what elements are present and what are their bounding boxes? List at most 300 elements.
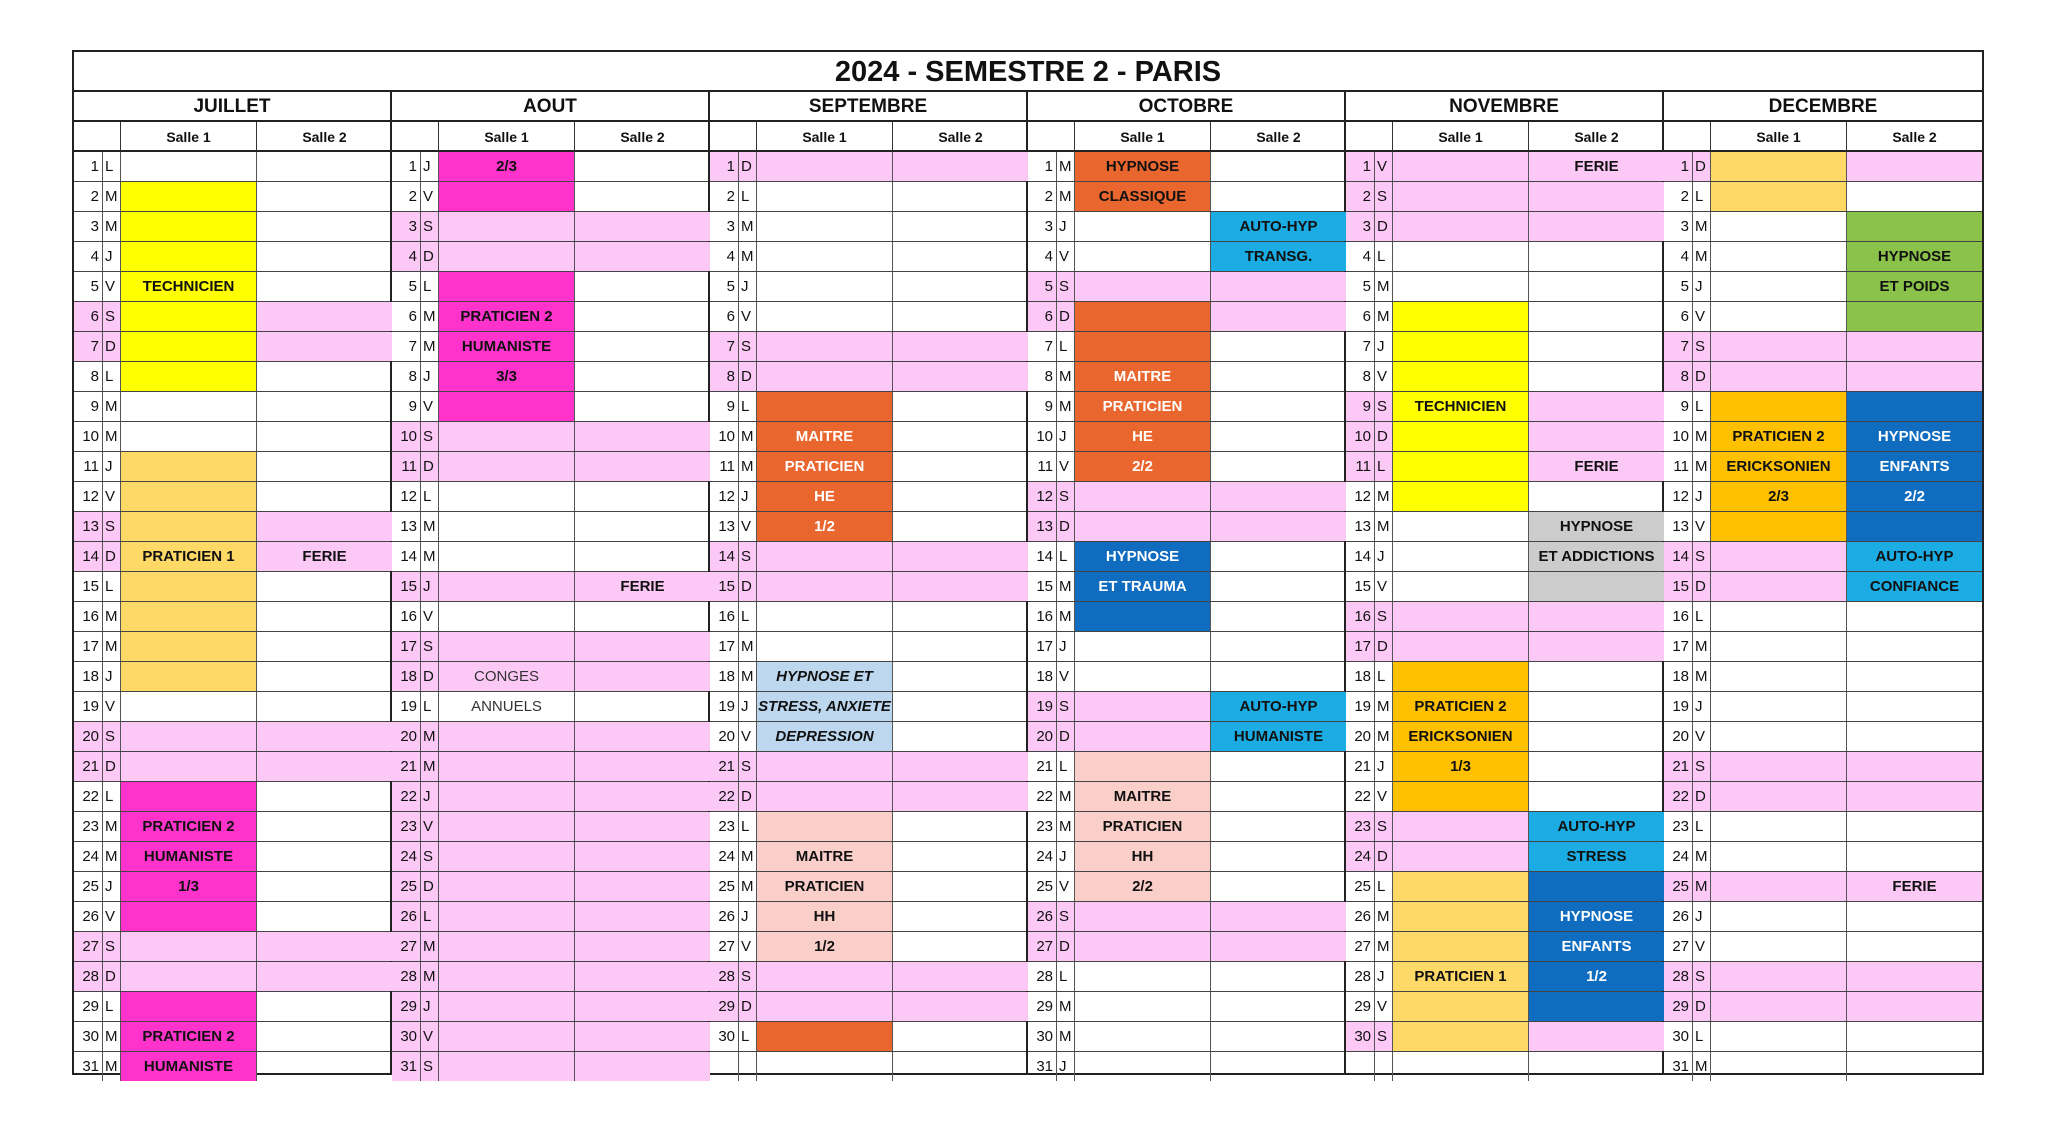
salle-1-cell [1392,152,1528,181]
day-letter: M [1692,452,1710,481]
day-letter: M [102,182,120,211]
salle-2-cell [574,602,710,631]
day-row [392,422,708,452]
salle-2-cell [1846,812,1982,841]
day-number: 28 [1664,962,1692,991]
salle-2-cell: AUTO-HYP [1210,212,1346,241]
salle-2-cell: ET POIDS [1846,272,1982,301]
day-number: 13 [1028,512,1056,541]
salle-1-cell: PRATICIEN 2 [120,1022,256,1051]
day-number: 28 [1036,968,1053,985]
day-row [1346,212,1662,242]
day-row [1028,902,1344,932]
day-letter: M [102,212,120,241]
salle-1-cell [120,212,256,241]
salle-2-cell [1846,632,1982,661]
day-number: 9 [1680,398,1689,415]
day-letter: D [738,782,756,811]
day-letter: S [102,932,120,961]
day-letter: V [738,302,756,331]
salle-2-cell [574,992,710,1021]
salle-2-cell [892,632,1028,661]
salle-1-cell [120,632,256,661]
day-number: 4 [726,248,735,265]
day-letter: M [1692,212,1710,241]
day-row [710,182,1026,212]
salle-2-cell: ENFANTS [1846,452,1982,481]
day-header-blank [74,122,120,152]
day-row [710,992,1026,1022]
day-row [1028,272,1344,302]
day-row [710,422,1026,452]
day-number: 16 [1036,608,1053,625]
salle-1-cell: PRATICIEN 2 [1392,692,1528,721]
salle-2-cell [256,572,392,601]
day-row [1346,542,1662,572]
day-row [1346,872,1662,902]
room-header-2: Salle 2 [1210,122,1346,152]
day-number: 10 [718,428,735,445]
day-letter: D [1056,932,1074,961]
day-letter: S [1374,602,1392,631]
day-letter: M [102,422,120,451]
day-row [74,872,390,902]
day-letter: D [738,992,756,1021]
day-row [1664,482,1982,512]
day-letter: M [420,332,438,361]
day-letter: D [1374,212,1392,241]
day-row [392,632,708,662]
salle-2-cell [1846,722,1982,751]
salle-2-cell [892,572,1028,601]
salle-1-cell [1710,872,1846,901]
salle-1-cell [1392,332,1528,361]
salle-2-cell [574,332,710,361]
day-letter: L [1374,242,1392,271]
salle-1-cell [756,362,892,391]
day-letter: S [420,212,438,241]
salle-1-cell [120,512,256,541]
day-number: 10 [1036,428,1053,445]
salle-2-cell [1846,332,1982,361]
day-row [1664,692,1982,722]
salle-1-cell: 1/3 [120,872,256,901]
day-letter: M [102,392,120,421]
day-row [710,542,1026,572]
salle-1-cell [120,302,256,331]
day-number: 6 [1680,308,1689,325]
calendar-title: 2024 - SEMESTRE 2 - PARIS [74,52,1982,92]
day-row [74,752,390,782]
salle-1-cell [120,752,256,781]
day-letter: S [1374,1022,1392,1051]
salle-1-cell [756,392,892,421]
day-row [1346,362,1662,392]
salle-1-cell [1392,542,1528,571]
day-row [710,932,1026,962]
salle-2-cell: AUTO-HYP [1846,542,1982,571]
day-letter: J [102,662,120,691]
day-number: 27 [392,932,420,961]
day-row [392,1022,708,1052]
day-number: 3 [1044,218,1053,235]
salle-1-cell [120,662,256,691]
day-number: 30 [1672,1028,1689,1045]
salle-2-cell [1528,332,1664,361]
day-letter: M [1374,692,1392,721]
room-header-1: Salle 1 [120,122,256,152]
day-row [1664,602,1982,632]
day-row [1346,392,1662,422]
day-row [1028,752,1344,782]
day-letter: M [420,722,438,751]
day-number: 12 [718,488,735,505]
month-name: NOVEMBRE [1346,92,1662,122]
day-letter: M [1056,812,1074,841]
salle-2-cell: 2/2 [1846,482,1982,511]
day-row [1028,782,1344,812]
day-row [1664,422,1982,452]
day-row [1028,692,1344,722]
salle-1-cell: MAITRE [1074,362,1210,391]
salle-1-cell: PRATICIEN 1 [1392,962,1528,991]
salle-1-cell: HH [1074,842,1210,871]
day-row [392,722,708,752]
day-number: 21 [710,752,738,781]
day-number: 14 [1354,548,1371,565]
salle-1-cell [1710,632,1846,661]
salle-2-cell: FERIE [256,542,392,571]
salle-2-cell: HYPNOSE [1846,422,1982,451]
salle-1-cell [438,992,574,1021]
salle-1-cell [1710,842,1846,871]
salle-2-cell [1210,302,1346,331]
day-row [392,542,708,572]
day-number: 24 [1036,848,1053,865]
day-number: 6 [408,308,417,325]
day-row [1664,842,1982,872]
salle-1-cell [438,632,574,661]
salle-2-cell [1210,992,1346,1021]
day-letter: J [1692,692,1710,721]
day-row [392,182,708,212]
day-row [710,272,1026,302]
day-row [1028,662,1344,692]
salle-1-cell: HUMANISTE [120,842,256,871]
day-letter: V [1056,242,1074,271]
salle-2-cell [892,302,1028,331]
day-row [1664,212,1982,242]
day-letter: L [1692,812,1710,841]
salle-2-cell [574,1052,710,1081]
salle-2-cell [1528,1022,1664,1051]
salle-1-cell [1074,302,1210,331]
day-letter: M [738,842,756,871]
day-row [1028,332,1344,362]
salle-1-cell [438,602,574,631]
salle-2-cell [256,752,392,781]
day-letter: J [1374,332,1392,361]
day-letter: L [1692,182,1710,211]
salle-1-cell [438,572,574,601]
day-row [710,482,1026,512]
day-letter: M [420,542,438,571]
day-number: 5 [1028,272,1056,301]
day-letter: V [1374,362,1392,391]
salle-2-cell [892,152,1028,181]
salle-1-cell: PRATICIEN [1074,392,1210,421]
day-letter: L [102,362,120,391]
salle-2-cell [256,212,392,241]
day-number: 5 [408,278,417,295]
day-letter: S [1374,182,1392,211]
day-number: 8 [1362,368,1371,385]
month-novembre [1346,92,1664,1075]
day-row [1028,992,1344,1022]
day-number: 7 [710,332,738,361]
salle-2-cell [892,482,1028,511]
salle-2-cell [892,902,1028,931]
day-number: 25 [718,878,735,895]
day-number: 16 [1346,602,1374,631]
day-letter: V [1692,512,1710,541]
day-number: 17 [1672,638,1689,655]
salle-1-cell [1392,992,1528,1021]
day-letter [738,1052,756,1081]
room-header-2: Salle 2 [574,122,710,152]
day-row [1346,332,1662,362]
salle-2-cell [1528,242,1664,271]
salle-2-cell [892,212,1028,241]
salle-1-cell [756,632,892,661]
day-letter: S [1374,812,1392,841]
day-row [74,572,390,602]
day-number: 28 [710,962,738,991]
day-header-blank [1346,122,1392,152]
day-number: 25 [1036,878,1053,895]
day-number: 26 [1354,908,1371,925]
day-number: 4 [1680,248,1689,265]
day-letter: D [738,572,756,601]
salle-2-cell: TRANSG. [1210,242,1346,271]
day-letter: S [102,722,120,751]
salle-2-cell [1846,962,1982,991]
salle-1-cell [1710,1022,1846,1051]
salle-2-cell [574,1022,710,1051]
day-letter: M [1374,932,1392,961]
salle-2-cell [1846,362,1982,391]
salle-1-cell [1074,632,1210,661]
room-header-1: Salle 1 [1710,122,1846,152]
salle-1-cell [1710,602,1846,631]
day-letter: V [738,932,756,961]
day-number: 14 [1664,542,1692,571]
salle-1-cell: HE [756,482,892,511]
day-letter: L [102,992,120,1021]
salle-2-cell [1528,662,1664,691]
day-letter: D [420,872,438,901]
salle-2-cell [1846,992,1982,1021]
day-number: 3 [392,212,420,241]
day-letter: S [738,542,756,571]
day-letter: M [102,842,120,871]
salle-2-cell [1210,782,1346,811]
salle-2-cell [892,512,1028,541]
day-row [1346,1022,1662,1052]
day-row [1346,932,1662,962]
salle-1-cell: HE [1074,422,1210,451]
salle-2-cell [892,452,1028,481]
day-row [392,332,708,362]
salle-2-cell [1846,392,1982,421]
day-letter: D [1374,632,1392,661]
day-number: 3 [726,218,735,235]
salle-2-cell: 1/2 [1528,962,1664,991]
day-letter: M [102,1052,120,1081]
day-row [392,212,708,242]
day-row [392,902,708,932]
day-letter: M [1056,1022,1074,1051]
salle-1-cell [1392,572,1528,601]
salle-1-cell [1392,182,1528,211]
salle-1-cell: PRATICIEN [756,872,892,901]
day-letter: J [102,872,120,901]
salle-1-cell [438,842,574,871]
salle-2-cell [574,422,710,451]
salle-2-cell [256,362,392,391]
salle-2-cell [256,842,392,871]
day-row [1028,722,1344,752]
day-letter: D [1056,722,1074,751]
day-number: 18 [392,662,420,691]
day-number: 27 [1028,932,1056,961]
day-letter: S [1692,752,1710,781]
day-row [1346,182,1662,212]
salle-1-cell [756,302,892,331]
salle-1-cell [1710,932,1846,961]
day-number: 12 [1354,488,1371,505]
day-row [1346,842,1662,872]
salle-2-cell [256,722,392,751]
salle-2-cell [574,452,710,481]
day-row [74,332,390,362]
salle-2-cell [892,782,1028,811]
salle-1-cell [1710,962,1846,991]
salle-2-cell [574,272,710,301]
day-number: 13 [1672,518,1689,535]
day-row [74,932,390,962]
day-letter: L [420,902,438,931]
day-number: 17 [1036,638,1053,655]
day-letter: J [420,362,438,391]
day-letter: M [420,932,438,961]
salle-2-cell: HYPNOSE [1528,902,1664,931]
salle-2-cell [1528,572,1664,601]
day-letter: S [102,302,120,331]
salle-2-cell [256,182,392,211]
day-number: 15 [1036,578,1053,595]
day-row [74,542,390,572]
salle-1-cell [438,482,574,511]
day-number: 23 [1036,818,1053,835]
day-number: 18 [1036,668,1053,685]
day-letter: V [420,182,438,211]
day-row [392,1052,708,1082]
salle-1-cell [438,272,574,301]
day-number: 2 [726,188,735,205]
day-letter: J [102,242,120,271]
day-row [1346,752,1662,782]
day-number: 22 [392,782,420,811]
day-row [1346,662,1662,692]
day-row [74,362,390,392]
salle-2-cell [574,722,710,751]
day-number: 22 [1664,782,1692,811]
day-number: 30 [392,1022,420,1051]
salle-1-cell [1074,482,1210,511]
day-row [392,272,708,302]
salle-2-cell: STRESS [1528,842,1664,871]
room-header-2: Salle 2 [1846,122,1982,152]
day-row [1346,572,1662,602]
salle-1-cell [756,332,892,361]
day-number: 16 [400,608,417,625]
day-letter: L [738,182,756,211]
salle-1-cell [756,212,892,241]
day-row [1346,452,1662,482]
day-letter: J [102,452,120,481]
salle-1-cell [438,752,574,781]
salle-1-cell [1074,752,1210,781]
day-letter: D [420,242,438,271]
day-number: 26 [392,902,420,931]
salle-1-cell [1710,242,1846,271]
salle-2-cell: HUMANISTE [1210,722,1346,751]
salle-2-cell [256,782,392,811]
salle-1-cell: ERICKSONIEN [1392,722,1528,751]
salle-1-cell [1710,662,1846,691]
day-letter: M [1056,992,1074,1021]
salle-1-cell [1074,1022,1210,1051]
day-letter: M [1692,422,1710,451]
day-row [710,842,1026,872]
salle-1-cell [438,1022,574,1051]
day-letter: D [1692,572,1710,601]
day-number: 27 [1354,938,1371,955]
day-letter: J [1056,632,1074,661]
day-number: 29 [82,998,99,1015]
day-header-blank [1028,122,1074,152]
salle-1-cell [1392,272,1528,301]
day-number: 23 [1346,812,1374,841]
salle-1-cell [756,812,892,841]
room-header-1: Salle 1 [438,122,574,152]
day-row [710,812,1026,842]
day-row [1346,962,1662,992]
day-number: 11 [719,458,735,475]
day-row [710,872,1026,902]
day-letter: J [738,482,756,511]
salle-1-cell [438,812,574,841]
day-row [710,602,1026,632]
salle-1-cell [1074,212,1210,241]
day-row [392,572,708,602]
day-number: 14 [400,548,417,565]
salle-1-cell [1392,212,1528,241]
day-row [710,1052,1026,1082]
day-number: 5 [726,278,735,295]
day-number: 8 [1044,368,1053,385]
